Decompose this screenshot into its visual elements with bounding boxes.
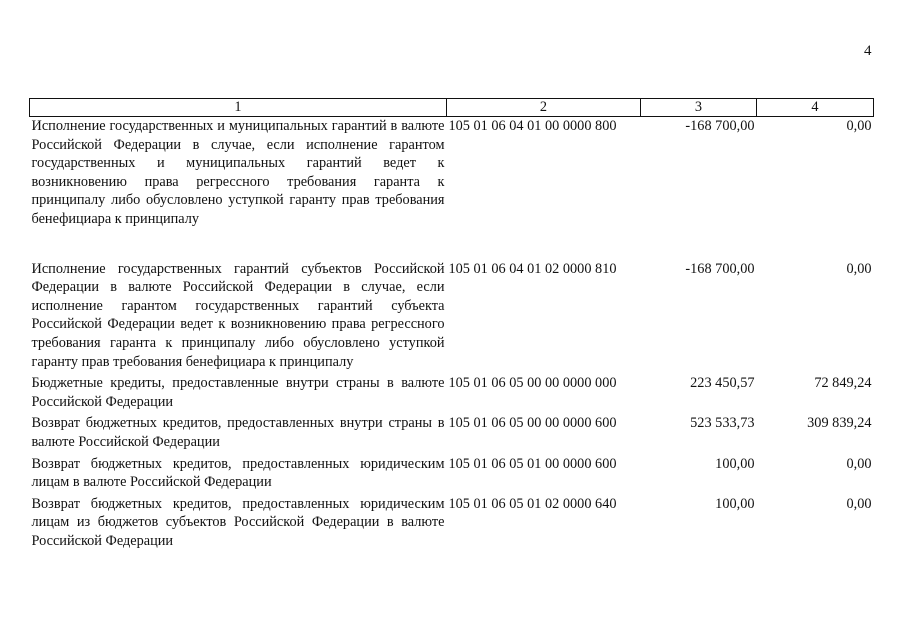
table-row <box>30 260 874 375</box>
row-value-4: 0,00 <box>846 455 872 472</box>
row-value-4: 72 849,24 <box>814 375 872 392</box>
row-value-3: -168 700,00 <box>685 260 755 277</box>
row-value-3: 523 533,73 <box>690 415 755 432</box>
table-header-row <box>30 99 874 117</box>
table-row <box>30 117 874 260</box>
column-header-2: 2 <box>447 99 641 117</box>
row-value-4: 309 839,24 <box>807 415 872 432</box>
row-value-4: 0,00 <box>846 260 872 277</box>
table-row <box>30 455 874 495</box>
row-code: 105 01 06 05 00 00 0000 600 <box>448 415 617 432</box>
row-description: Возврат бюджетных кредитов, предоставленных юридическим лицам в валюте Российской Федерации <box>31 455 445 491</box>
row-value-4: 0,00 <box>846 118 872 134</box>
row-value-3: 223 450,57 <box>690 375 755 392</box>
row-description: Возврат бюджетных кредитов, предоставленных юридическим лицам из бюджетов субъектов Российской Федерации в валюте Российской Федерации <box>31 495 445 549</box>
row-value-3: 100,00 <box>715 455 755 472</box>
column-header-3: 3 <box>641 99 757 117</box>
row-value-4: 0,00 <box>846 495 872 512</box>
row-code: 105 01 06 05 01 00 0000 600 <box>448 455 617 472</box>
column-header-1: 1 <box>30 99 447 117</box>
row-code: 105 01 06 05 00 00 0000 000 <box>448 375 617 392</box>
row-description: Бюджетные кредиты, предоставленные внутри страны в валюте Российской Федерации <box>31 375 445 410</box>
row-value-3: -168 700,00 <box>685 118 755 134</box>
row-description: Исполнение государственных гарантий субъектов Российской Федерации в валюте Российской Федерации в случае, если исполнение гарантом государственных гарантий субъекта Российской Федерации ведет к возникновению права регрессного требования гаранта к принципалу либо обусловлено уступкой гаранту прав требования бенефициара к принципалу <box>31 260 445 370</box>
row-description: Исполнение государственных и муниципальных гарантий в валюте Российской Федерации в случае, если исполнение гарантом государственных и муниципальных гарантий ведет к возникновению права регрессного требования гаранта к принципалу либо обусловлено уступкой гаранту прав требования бенефициара к принципалу <box>31 118 445 227</box>
row-code: 105 01 06 04 01 02 0000 810 <box>448 260 617 277</box>
table-row <box>30 495 874 551</box>
table-row <box>30 414 874 454</box>
page-number: 4 <box>864 43 872 59</box>
budget-table <box>29 98 874 550</box>
row-value-3: 100,00 <box>715 495 755 512</box>
row-code: 105 01 06 05 01 02 0000 640 <box>448 495 617 512</box>
column-header-4: 4 <box>757 99 874 117</box>
table-row <box>30 374 874 414</box>
row-description: Возврат бюджетных кредитов, предоставленных внутри страны в валюте Российской Федерации <box>31 415 445 450</box>
row-code: 105 01 06 04 01 00 0000 800 <box>448 118 617 134</box>
